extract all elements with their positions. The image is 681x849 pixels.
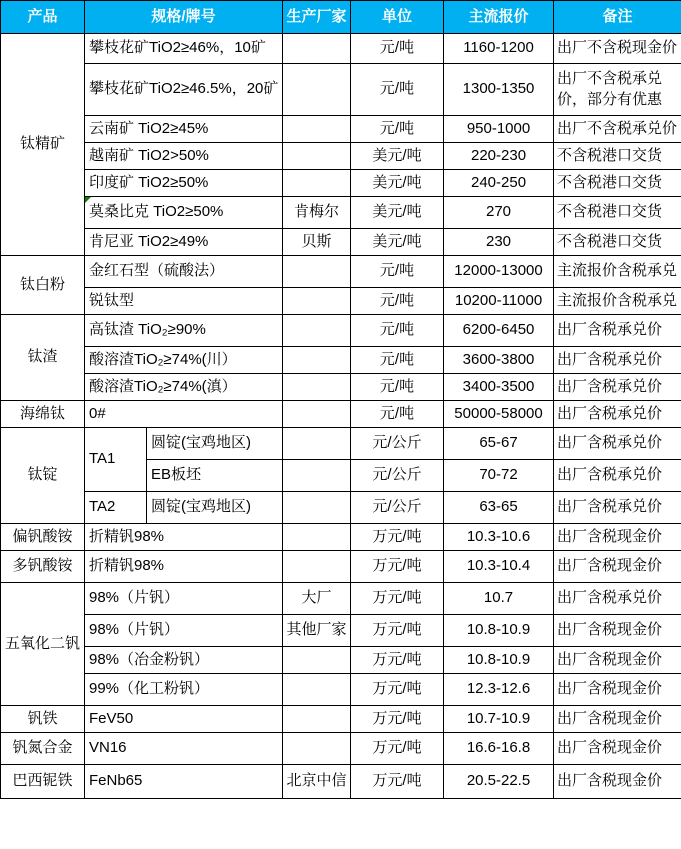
note-cell: 出厂含税承兑价 — [554, 583, 681, 615]
table-row — [1, 647, 681, 674]
table-row — [1, 34, 681, 64]
spec-cell: 高钛渣 TiO₂≥90% — [85, 315, 283, 347]
unit-cell: 元/吨 — [351, 401, 444, 428]
grade-cell: TA2 — [85, 492, 147, 524]
note-cell: 出厂含税现金价 — [554, 674, 681, 706]
note-cell: 出厂含税承兑价 — [554, 492, 681, 524]
maker-cell — [283, 551, 351, 583]
maker-cell — [283, 733, 351, 765]
spec-cell: 云南矿 TiO2≥45% — [85, 116, 283, 143]
price-cell: 20.5-22.5 — [444, 765, 554, 799]
spec-cell: 酸溶渣TiO₂≥74%(川） — [85, 347, 283, 374]
price-cell: 6200-6450 — [444, 315, 554, 347]
spec-cell: EB板坯 — [147, 460, 283, 492]
unit-cell: 万元/吨 — [351, 524, 444, 551]
note-cell: 出厂含税现金价 — [554, 733, 681, 765]
table-row — [1, 288, 681, 315]
note-cell: 不含税港口交货 — [554, 143, 681, 170]
table-row — [1, 64, 681, 116]
price-cell: 10200-11000 — [444, 288, 554, 315]
table-row — [1, 492, 681, 524]
spec-cell: 圆锭(宝鸡地区) — [147, 492, 283, 524]
product-cell: 偏钒酸铵 — [1, 524, 85, 551]
table-row — [1, 401, 681, 428]
unit-cell: 元/公斤 — [351, 428, 444, 460]
product-cell: 多钒酸铵 — [1, 551, 85, 583]
spec-cell: 圆锭(宝鸡地区) — [147, 428, 283, 460]
price-cell: 10.8-10.9 — [444, 615, 554, 647]
table-row — [1, 229, 681, 256]
unit-cell: 元/吨 — [351, 64, 444, 116]
note-cell: 出厂含税承兑价 — [554, 460, 681, 492]
spec-text: 莫桑比克 TiO2≥50% — [89, 203, 224, 221]
price-cell: 3400-3500 — [444, 374, 554, 401]
price-cell: 950-1000 — [444, 116, 554, 143]
product-cell: 钛白粉 — [1, 256, 85, 315]
unit-cell: 美元/吨 — [351, 170, 444, 197]
note-cell: 出厂含税现金价 — [554, 551, 681, 583]
maker-cell — [283, 34, 351, 64]
note-cell: 出厂不含税现金价 — [554, 34, 681, 64]
note-cell: 出厂含税现金价 — [554, 615, 681, 647]
note-cell: 不含税港口交货 — [554, 197, 681, 229]
unit-cell: 元/公斤 — [351, 492, 444, 524]
product-cell: 海绵钛 — [1, 401, 85, 428]
maker-cell — [283, 647, 351, 674]
table-row — [1, 706, 681, 733]
table-row — [1, 765, 681, 799]
spec-cell: 0# — [85, 401, 283, 428]
spec-cell: 折精钒98% — [85, 524, 283, 551]
product-cell: 钒氮合金 — [1, 733, 85, 765]
price-cell: 12000-13000 — [444, 256, 554, 288]
note-cell: 出厂含税现金价 — [554, 524, 681, 551]
price-cell: 3600-3800 — [444, 347, 554, 374]
price-cell: 10.3-10.4 — [444, 551, 554, 583]
note-cell: 出厂含税现金价 — [554, 765, 681, 799]
spec-cell: 锐钛型 — [85, 288, 283, 315]
price-cell: 240-250 — [444, 170, 554, 197]
comment-flag-icon — [85, 197, 91, 203]
price-cell: 70-72 — [444, 460, 554, 492]
unit-cell: 元/吨 — [351, 374, 444, 401]
spec-cell: VN16 — [85, 733, 283, 765]
spec-cell: 98%（片钒） — [85, 615, 283, 647]
table-row — [1, 428, 681, 460]
unit-cell: 元/吨 — [351, 315, 444, 347]
unit-cell: 万元/吨 — [351, 583, 444, 615]
unit-cell: 元/吨 — [351, 34, 444, 64]
spec-cell: 99%（化工粉钒） — [85, 674, 283, 706]
table-row — [1, 143, 681, 170]
note-cell: 出厂含税承兑价 — [554, 315, 681, 347]
table-row — [1, 256, 681, 288]
unit-cell: 万元/吨 — [351, 551, 444, 583]
price-cell: 16.6-16.8 — [444, 733, 554, 765]
spec-cell: 98%（片钒） — [85, 583, 283, 615]
maker-cell — [283, 460, 351, 492]
maker-cell — [283, 288, 351, 315]
maker-cell — [283, 315, 351, 347]
table-row — [1, 347, 681, 374]
maker-cell: 其他厂家 — [283, 615, 351, 647]
note-cell: 出厂不含税承兑价 — [554, 116, 681, 143]
product-cell: 巴西铌铁 — [1, 765, 85, 799]
note-cell: 出厂不含税承兑价，部分有优惠 — [554, 64, 681, 116]
maker-cell — [283, 64, 351, 116]
unit-cell: 万元/吨 — [351, 733, 444, 765]
price-cell: 63-65 — [444, 492, 554, 524]
unit-cell: 美元/吨 — [351, 143, 444, 170]
price-cell: 220-230 — [444, 143, 554, 170]
maker-cell — [283, 374, 351, 401]
grade-cell: TA1 — [85, 428, 147, 492]
spec-cell: 肯尼亚 TiO2≥49% — [85, 229, 283, 256]
header-note: 备注 — [554, 1, 681, 34]
maker-cell: 贝斯 — [283, 229, 351, 256]
header-row — [1, 1, 681, 34]
spec-cell — [85, 197, 283, 229]
unit-cell: 万元/吨 — [351, 706, 444, 733]
note-cell: 出厂含税现金价 — [554, 647, 681, 674]
price-cell: 230 — [444, 229, 554, 256]
unit-cell: 元/吨 — [351, 288, 444, 315]
table-row — [1, 116, 681, 143]
maker-cell — [283, 524, 351, 551]
unit-cell: 美元/吨 — [351, 229, 444, 256]
note-cell: 出厂含税承兑价 — [554, 347, 681, 374]
product-cell: 钛渣 — [1, 315, 85, 401]
table-row — [1, 524, 681, 551]
spec-cell: 印度矿 TiO2≥50% — [85, 170, 283, 197]
note-cell: 出厂含税承兑价 — [554, 401, 681, 428]
maker-cell — [283, 143, 351, 170]
header-price: 主流报价 — [444, 1, 554, 34]
product-cell: 五氧化二钒 — [1, 583, 85, 706]
table-row — [1, 674, 681, 706]
maker-cell — [283, 492, 351, 524]
maker-cell — [283, 674, 351, 706]
price-cell: 10.7 — [444, 583, 554, 615]
spec-cell: 98%（冶金粉钒） — [85, 647, 283, 674]
note-cell: 出厂含税承兑价 — [554, 428, 681, 460]
unit-cell: 美元/吨 — [351, 197, 444, 229]
spec-cell: FeNb65 — [85, 765, 283, 799]
header-maker: 生产厂家 — [283, 1, 351, 34]
table-row — [1, 315, 681, 347]
note-cell: 出厂含税现金价 — [554, 706, 681, 733]
note-cell: 主流报价含税承兑 — [554, 256, 681, 288]
maker-cell: 肯梅尔 — [283, 197, 351, 229]
header-unit: 单位 — [351, 1, 444, 34]
header-spec: 规格/牌号 — [85, 1, 283, 34]
maker-cell — [283, 116, 351, 143]
spec-cell: 酸溶渣TiO₂≥74%(滇） — [85, 374, 283, 401]
unit-cell: 元/吨 — [351, 116, 444, 143]
price-cell: 1300-1350 — [444, 64, 554, 116]
table-row — [1, 615, 681, 647]
maker-cell — [283, 706, 351, 733]
product-cell: 钒铁 — [1, 706, 85, 733]
unit-cell: 万元/吨 — [351, 615, 444, 647]
unit-cell: 元/公斤 — [351, 460, 444, 492]
unit-cell: 万元/吨 — [351, 765, 444, 799]
spec-cell: 攀枝花矿TiO2≥46.5%，20矿 — [85, 64, 283, 116]
maker-cell — [283, 347, 351, 374]
product-cell: 钛锭 — [1, 428, 85, 524]
table-row — [1, 733, 681, 765]
spec-cell: 折精钒98% — [85, 551, 283, 583]
note-cell: 不含税港口交货 — [554, 170, 681, 197]
note-cell: 主流报价含税承兑 — [554, 288, 681, 315]
unit-cell: 万元/吨 — [351, 647, 444, 674]
table-row — [1, 170, 681, 197]
note-cell: 出厂含税承兑价 — [554, 374, 681, 401]
header-product: 产品 — [1, 1, 85, 34]
note-cell: 不含税港口交货 — [554, 229, 681, 256]
maker-cell: 大厂 — [283, 583, 351, 615]
unit-cell: 万元/吨 — [351, 674, 444, 706]
product-cell: 钛精矿 — [1, 34, 85, 256]
price-cell: 65-67 — [444, 428, 554, 460]
spec-cell: 攀枝花矿TiO2≥46%，10矿 — [85, 34, 283, 64]
table-row — [1, 374, 681, 401]
price-cell: 12.3-12.6 — [444, 674, 554, 706]
price-cell: 1160-1200 — [444, 34, 554, 64]
table-row — [1, 583, 681, 615]
price-cell: 10.8-10.9 — [444, 647, 554, 674]
maker-cell — [283, 256, 351, 288]
unit-cell: 元/吨 — [351, 256, 444, 288]
price-cell: 10.7-10.9 — [444, 706, 554, 733]
spec-cell: 越南矿 TiO2>50% — [85, 143, 283, 170]
table-row — [1, 551, 681, 583]
spec-cell: 金红石型（硫酸法） — [85, 256, 283, 288]
spec-cell: FeV50 — [85, 706, 283, 733]
table-row — [1, 197, 681, 229]
maker-cell — [283, 401, 351, 428]
maker-cell — [283, 170, 351, 197]
maker-cell: 北京中信 — [283, 765, 351, 799]
price-cell: 270 — [444, 197, 554, 229]
unit-cell: 元/吨 — [351, 347, 444, 374]
maker-cell — [283, 428, 351, 460]
price-cell: 50000-58000 — [444, 401, 554, 428]
price-cell: 10.3-10.6 — [444, 524, 554, 551]
